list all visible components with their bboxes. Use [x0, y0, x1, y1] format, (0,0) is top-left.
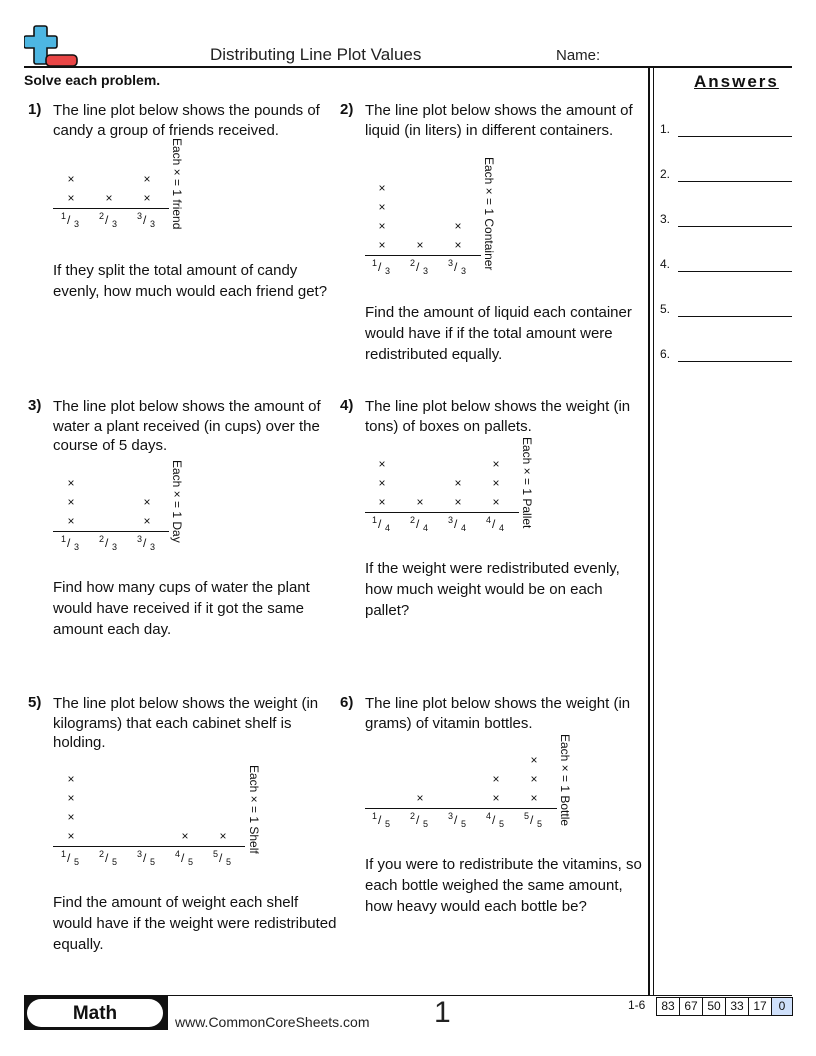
plot-key: Each × = 1 friend: [170, 138, 184, 230]
subject-label: Math: [72, 1003, 118, 1024]
x-mark-icon: ×: [67, 514, 75, 528]
number-line: [365, 808, 557, 809]
tick-label: 3 / 3: [137, 534, 156, 552]
problem-number: 5): [28, 694, 42, 711]
tick-label: 3 / 5: [137, 849, 156, 867]
answer-line[interactable]: [678, 226, 792, 227]
answer-line[interactable]: [678, 316, 792, 317]
problem-question: Find how many cups of water the plant would have received if it got the same amount each day.: [53, 579, 310, 638]
tick-label: 1 / 3: [372, 258, 391, 276]
subject-badge: [24, 996, 168, 1030]
problem-number: 3): [28, 397, 42, 414]
instructions: Solve each problem.: [24, 72, 161, 88]
tick-label: 2 / 3: [99, 534, 118, 552]
answer-line[interactable]: [678, 181, 792, 182]
x-mark-icon: ×: [530, 753, 538, 767]
x-mark-icon: ×: [105, 191, 113, 205]
problem-question: If you were to redistribute the vitamins, so each bottle weighed the same amount, how heavy would each bottle be?: [365, 856, 642, 915]
problem-text: The line plot below shows the weight (in grams) of vitamin bottles.: [365, 695, 631, 732]
problem-5: [28, 694, 337, 964]
x-mark-icon: ×: [143, 172, 151, 186]
x-mark-icon: ×: [67, 191, 75, 205]
x-mark-icon: ×: [530, 791, 538, 805]
answers-divider-inner: [653, 66, 654, 996]
x-mark-icon: ×: [181, 829, 189, 843]
page-title: Distributing Line Plot Values: [210, 45, 422, 64]
x-mark-icon: ×: [67, 829, 75, 843]
tick-label: 4 / 5: [175, 849, 194, 867]
tick-label: 2 / 5: [410, 811, 429, 829]
tick-label: 3 / 5: [448, 811, 467, 829]
x-mark-icon: ×: [219, 829, 227, 843]
tick-label: 5 / 5: [213, 849, 232, 867]
problem-text: The line plot below shows the amount of water a plant received (in cups) over the course of 5 days.: [53, 398, 321, 454]
tick-label: 5 / 5: [524, 811, 543, 829]
x-mark-icon: ×: [67, 810, 75, 824]
answer-label: 2.: [660, 167, 671, 181]
name-label: Name:: [556, 47, 601, 64]
number-line: [365, 512, 519, 513]
number-line: [53, 846, 245, 847]
x-mark-icon: ×: [378, 495, 386, 509]
x-mark-icon: ×: [416, 791, 424, 805]
x-mark-icon: ×: [378, 238, 386, 252]
score-table: [656, 997, 793, 1016]
x-mark-icon: ×: [67, 772, 75, 786]
x-mark-icon: ×: [143, 495, 151, 509]
page-number: 1: [434, 996, 451, 1029]
answer-label: 4.: [660, 257, 671, 271]
tick-label: 2 / 4: [410, 515, 429, 533]
answer-field-2[interactable]: [660, 167, 792, 187]
plot-key: Each × = 1 Pallet: [520, 437, 534, 529]
subject-pill: [27, 999, 163, 1027]
answer-field-6[interactable]: [660, 347, 792, 367]
problem-question: If they split the total amount of candy evenly, how much would each friend get?: [53, 262, 328, 300]
tick-label: 2 / 3: [410, 258, 429, 276]
x-mark-icon: ×: [67, 172, 75, 186]
problem-number: 6): [340, 694, 354, 711]
tick-label: 1 / 3: [61, 211, 80, 229]
x-mark-icon: ×: [416, 495, 424, 509]
number-line: [365, 255, 481, 256]
problem-text: The line plot below shows the weight (in kilograms) that each cabinet shelf is holding.: [53, 695, 319, 751]
problem-question: Find the amount of weight each shelf would have if the weight were redistributed equally.: [53, 894, 337, 953]
score-cell: 0: [771, 997, 793, 1016]
score-cell: 33: [725, 997, 748, 1016]
x-mark-icon: ×: [378, 181, 386, 195]
x-mark-icon: ×: [492, 476, 500, 490]
answer-label: 3.: [660, 212, 671, 226]
problem-question: Find the amount of liquid each container would have if if the total amount were redistributed equally.: [365, 304, 632, 363]
x-mark-icon: ×: [378, 457, 386, 471]
tick-label: 1 / 5: [372, 811, 391, 829]
problem-number: 2): [340, 101, 354, 118]
problem-number: 1): [28, 101, 42, 118]
problem-text: The line plot below shows the pounds of candy a group of friends received.: [53, 102, 320, 139]
plot-key: Each × = 1 Bottle: [558, 734, 572, 827]
problem-1: [28, 101, 328, 331]
answer-field-1[interactable]: [660, 122, 792, 142]
x-mark-icon: ×: [67, 476, 75, 490]
score-cell: 83: [656, 997, 679, 1016]
tick-label: 3 / 3: [448, 258, 467, 276]
problem-text: The line plot below shows the weight (in tons) of boxes on pallets.: [365, 398, 631, 435]
x-mark-icon: ×: [416, 238, 424, 252]
x-mark-icon: ×: [454, 238, 462, 252]
x-mark-icon: ×: [492, 791, 500, 805]
x-mark-icon: ×: [143, 191, 151, 205]
plot-key: Each × = 1 Shelf: [247, 765, 261, 854]
answer-line[interactable]: [678, 361, 792, 362]
tick-label: 3 / 3: [137, 211, 156, 229]
answer-field-3[interactable]: [660, 212, 792, 232]
x-mark-icon: ×: [378, 200, 386, 214]
answer-line[interactable]: [678, 136, 792, 137]
problem-4: [340, 397, 630, 627]
tick-label: 1 / 3: [61, 534, 80, 552]
plot-key: Each × = 1 Day: [170, 460, 184, 543]
number-line: [53, 531, 169, 532]
answer-label: 6.: [660, 347, 671, 361]
tick-label: 4 / 5: [486, 811, 505, 829]
x-mark-icon: ×: [67, 495, 75, 509]
answer-field-4[interactable]: [660, 257, 792, 277]
score-range-label: 1-6: [628, 998, 646, 1012]
problem-2: [340, 101, 633, 371]
x-mark-icon: ×: [67, 791, 75, 805]
tick-label: 1 / 4: [372, 515, 391, 533]
answer-label: 1.: [660, 122, 671, 136]
plot-key: Each × = 1 Container: [482, 157, 496, 271]
number-line: [53, 208, 169, 209]
tick-label: 2 / 5: [99, 849, 118, 867]
problem-3: [28, 397, 321, 647]
tick-label: 1 / 5: [61, 849, 80, 867]
problem-question: If the weight were redistributed evenly, how much weight would be on each pallet?: [365, 560, 620, 619]
problem-number: 4): [340, 397, 354, 414]
answer-line[interactable]: [678, 271, 792, 272]
tick-label: 3 / 4: [448, 515, 467, 533]
x-mark-icon: ×: [454, 476, 462, 490]
x-mark-icon: ×: [492, 495, 500, 509]
website-link[interactable]: www.CommonCoreSheets.com: [175, 1014, 370, 1030]
score-cell: 50: [702, 997, 725, 1016]
answers-title: Answers: [694, 72, 779, 91]
score-cell: 17: [748, 997, 771, 1016]
score-cell: 67: [679, 997, 702, 1016]
x-mark-icon: ×: [492, 772, 500, 786]
x-mark-icon: ×: [530, 772, 538, 786]
x-mark-icon: ×: [378, 219, 386, 233]
logo-icon: [24, 24, 80, 68]
x-mark-icon: ×: [454, 219, 462, 233]
x-mark-icon: ×: [492, 457, 500, 471]
tick-label: 2 / 3: [99, 211, 118, 229]
x-mark-icon: ×: [378, 476, 386, 490]
tick-label: 4 / 4: [486, 515, 505, 533]
x-mark-icon: ×: [143, 514, 151, 528]
x-mark-icon: ×: [454, 495, 462, 509]
answer-field-5[interactable]: [660, 302, 792, 322]
answer-label: 5.: [660, 302, 671, 316]
problem-text: The line plot below shows the amount of liquid (in liters) in different containers.: [365, 102, 633, 139]
header-divider: [24, 66, 792, 68]
problem-6: [340, 694, 642, 944]
